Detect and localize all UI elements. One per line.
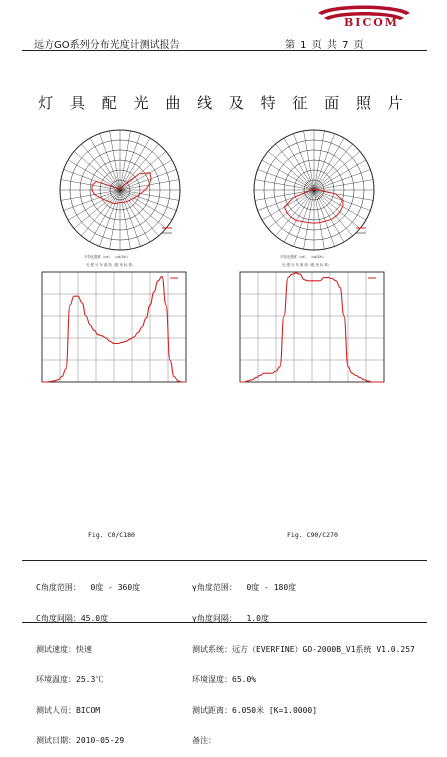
page-number: 第 1 页 共 7 页 [285,40,365,51]
footer-c-interval: C角度间隔：45.0度 [36,614,109,624]
figure-caption-c0: Fig. C0/C180 [88,531,135,539]
polar-diagram-c90 [244,120,384,270]
footer-temperature: 环境温度：25.3℃ [36,675,104,685]
footer-divider-top [22,560,427,561]
figure-caption-c90: Fig. C90/C270 [287,531,338,539]
footer-test-system: 测试系统：远方（EVERFINE）GO-2000B_V1系统 V1.0.257 [192,644,415,654]
footer-test-date: 测试日期：2010-05-29 [36,736,125,746]
footer-remarks: 备注： [192,736,216,746]
report-header-title: 远方GO系列分布光度计测试报告 [34,40,180,51]
header-divider [22,50,427,51]
polar-subcaption-c90: 光 强 分 布 曲 线（极 坐 标 系） [282,263,332,267]
footer-test-speed: 测试速度：快速 [36,644,92,654]
footer-gamma-range: γ角度范围： 0度 - 180度 [192,583,297,593]
polar-diagram-c0 [50,120,190,270]
cartesian-chart-c0 [30,268,192,400]
logo-text: BICOM [344,16,399,29]
polar-subcaption-c0: 光 强 分 布 曲 线（极 坐 标 系） [86,263,136,267]
footer-gamma-interval: γ角度间隔： 1.0度 [192,614,269,624]
cartesian-chart-c90 [228,268,390,400]
footer-c-range: C角度范围： 0度 - 360度 [36,583,141,593]
footer-left-column [36,563,140,757]
footer-test-distance: 测试距离：6.050米 [K=1.0000] [192,705,318,715]
polar-caption-c90: 平均光强度（cd） （cd/1kl） [280,255,326,259]
footer-humidity: 环境湿度：65.0% [192,675,257,685]
document-title: 灯 具 配 光 曲 线 及 特 征 面 照 片 [38,94,409,112]
polar-caption-c0: 平均光强度（cd） （cd/1kl） [84,255,130,259]
footer-right-column [192,563,415,757]
footer-tester: 测试人员：BICOM [36,705,101,715]
